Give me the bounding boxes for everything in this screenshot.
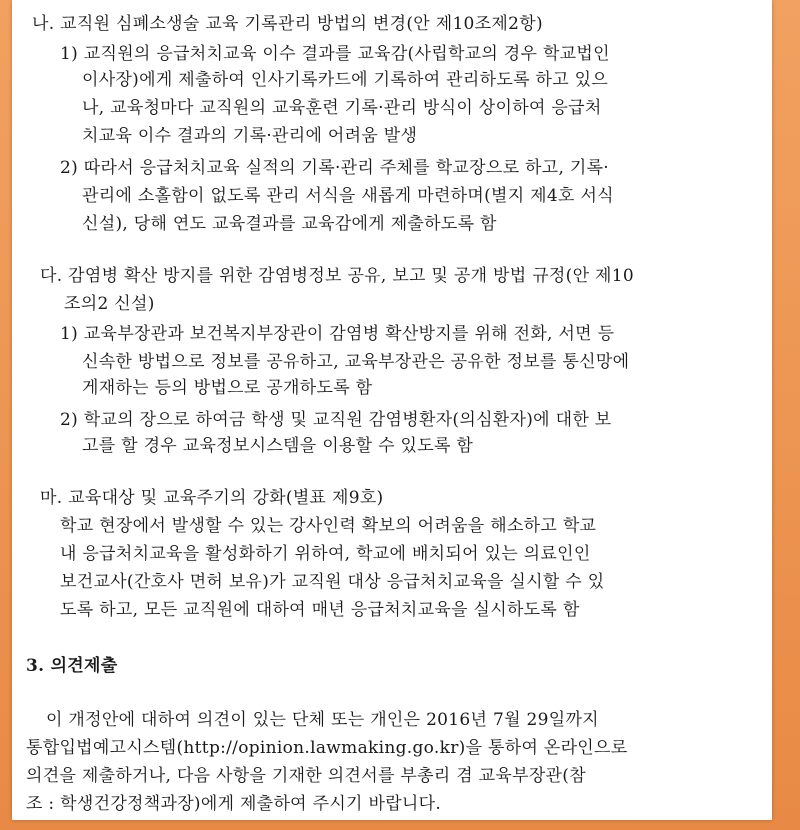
section-na-item1-line2: 이사장)에게 제출하여 인사기록카드에 기록하여 관리하도록 하고 있으	[82, 70, 609, 90]
section-da-item1-line3: 게재하는 등의 방법으로 공개하도록 함	[82, 378, 373, 398]
section-da-item1-line2: 신속한 방법으로 정보를 공유하고, 교육부장관은 공유한 정보를 통신망에	[82, 352, 630, 372]
section-opinion-body-line1: 이 개정안에 대하여 의견이 있는 단체 또는 개인은 2016년 7월 29일까지	[46, 710, 599, 730]
section-na-item2-line1: 2) 따라서 응급처치교육 실적의 기록·관리 주체를 학교장으로 하고, 기록·	[60, 158, 610, 178]
section-da-title-line1: 다. 감염병 확산 방지를 위한 감염병정보 공유, 보고 및 공개 방법 규정(안 제10	[40, 266, 634, 286]
section-ma-body-line2: 내 응급처치교육을 활성화하기 위하여, 학교에 배치되어 있는 의료인인	[60, 544, 591, 564]
document-page	[12, 0, 772, 820]
section-na-item1-line3: 나, 교육청마다 교직원의 교육훈련 기록·관리 방식이 상이하여 응급처	[82, 98, 602, 118]
section-opinion-title: 3. 의견제출	[26, 656, 118, 676]
section-opinion-body-line4: 조 : 학생건강정책과장)에게 제출하여 주시기 바랍니다.	[26, 794, 442, 814]
section-ma-body-line4: 도록 하고, 모든 교직원에 대하여 매년 응급처치교육을 실시하도록 함	[60, 600, 580, 620]
section-na-item2-line2: 관리에 소홀함이 없도록 관리 서식을 새롭게 마련하며(별지 제4호 서식	[82, 186, 614, 206]
section-na-item1-line4: 치교육 이수 결과의 기록·관리에 어려움 발생	[82, 126, 418, 146]
section-da-item2-line1: 2) 학교의 장으로 하여금 학생 및 교직원 감염병환자(의심환자)에 대한 보	[60, 410, 612, 430]
section-na-item2-line3: 신설), 당해 연도 교육결과를 교육감에게 제출하도록 함	[82, 214, 497, 234]
section-na-title: 나. 교직원 심폐소생술 교육 기록관리 방법의 변경(안 제10조제2항)	[32, 14, 543, 34]
section-ma-body-line3: 보건교사(간호사 면허 보유)가 교직원 대상 응급처치교육을 실시할 수 있	[60, 572, 605, 592]
section-ma-title: 마. 교육대상 및 교육주기의 강화(별표 제9호)	[40, 488, 384, 508]
section-da-item1-line1: 1) 교육부장관과 보건복지부장관이 감염병 확산방지를 위해 전화, 서면 등	[60, 324, 615, 344]
section-da-item2-line2: 고를 할 경우 교육정보시스템을 이용할 수 있도록 함	[82, 436, 474, 456]
section-na-item1-line1: 1) 교직원의 응급처치교육 이수 결과를 교육감(사립학교의 경우 학교법인	[60, 44, 610, 64]
section-da-title-line2: 조의2 신설)	[64, 294, 155, 314]
section-opinion-body-line3: 의견을 제출하거나, 다음 사항을 기재한 의견서를 부총리 겸 교육부장관(참	[26, 766, 586, 786]
section-ma-body-line1: 학교 현장에서 발생할 수 있는 강사인력 확보의 어려움을 해소하고 학교	[60, 516, 597, 536]
section-opinion-body-line2: 통합입법예고시스템(http://opinion.lawmaking.go.kr)을 통하여 온라인으로	[26, 738, 628, 758]
